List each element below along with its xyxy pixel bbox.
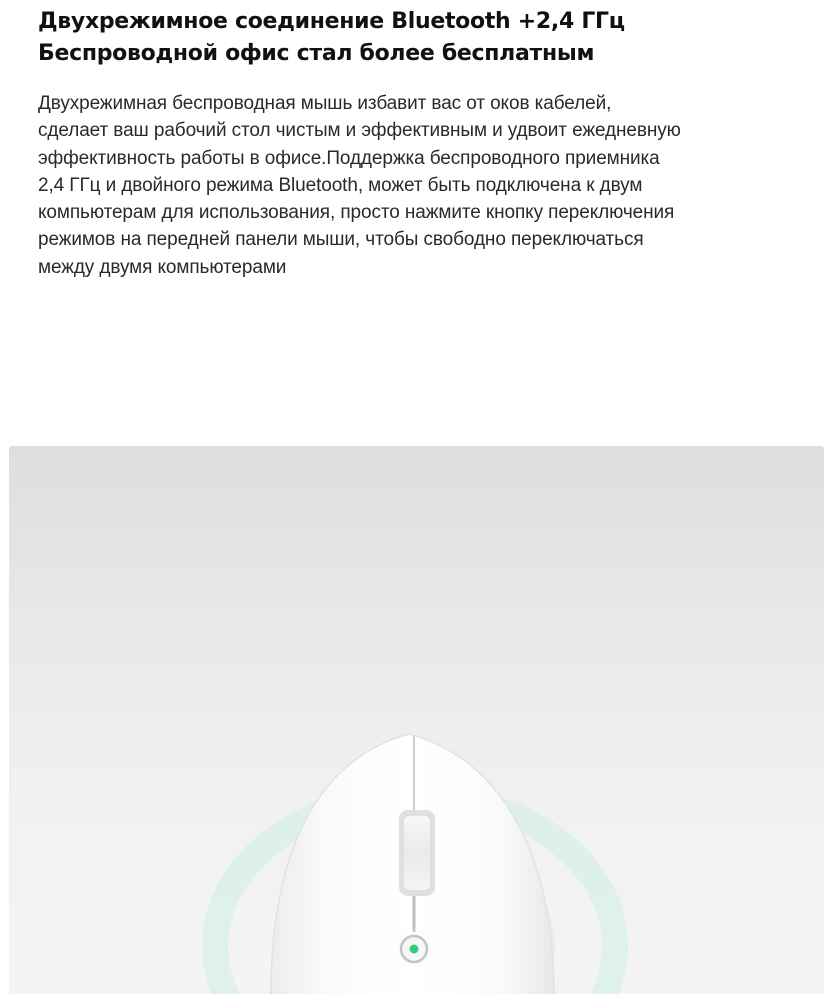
- description-paragraph: Двухрежимная беспроводная мышь избавит вас от оков кабелей, сделает ваш рабочий стол чистым и эффективным и удвоит ежедневную эффективность работы в офисе.Поддержка беспроводного приемника 2,4 ГГц и двойного режима Bluetooth, может быть подключена к двум компьютерам для использования, просто нажмите кнопку переключения режимов на передней панели мыши, чтобы свободно переключаться между двумя компьютерами: [38, 93, 681, 278]
- headline-line-2: Беспроводной офис стал более бесплатным: [38, 41, 595, 66]
- headline-line-1: Двухрежимное соединение Bluetooth +2,4 ГГц: [38, 9, 625, 34]
- product-image: [9, 446, 824, 994]
- product-description-section: [38, 6, 808, 281]
- mouse-icon: [9, 446, 824, 994]
- headline: [38, 6, 808, 70]
